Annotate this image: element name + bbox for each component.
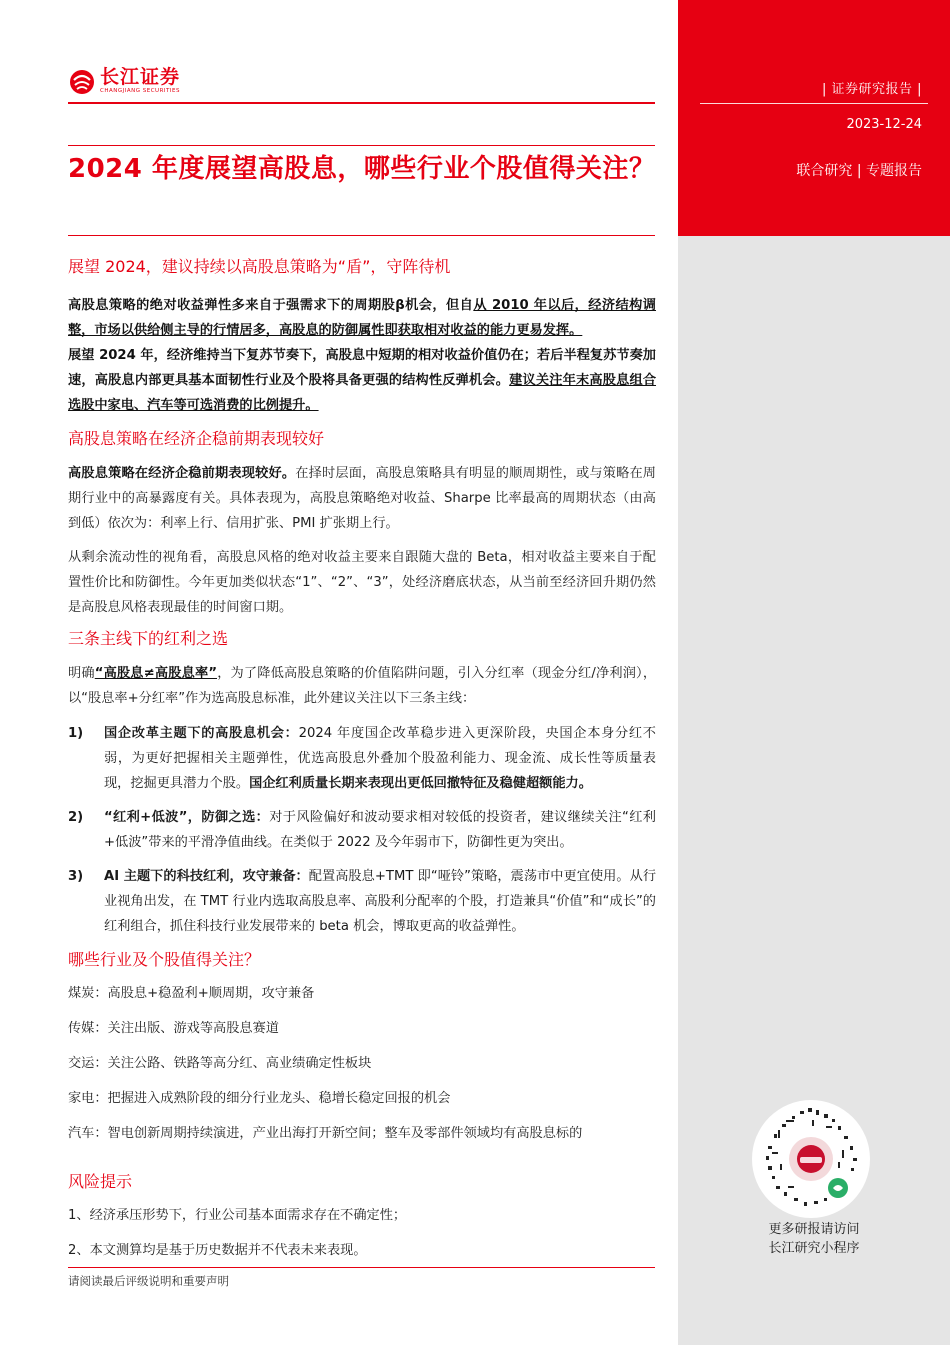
- list-item: 1) 国企改革主题下的高股息机会：2024 年度国企改革稳步进入更深阶段，央国企本身分红不弱，为更好把握相关主题弹性，优选高股息外叠加个股盈利能力、现金流、成长性等质量表现，挖掘更具潜力个股。国企红利质量长期来表现出更低回撤特征及稳健超额能力。: [68, 726, 656, 791]
- section-heading: 风险提示: [68, 1172, 133, 1191]
- report-type: 联合研究 | 专题报告: [796, 163, 922, 179]
- section-heading: 哪些行业及个股值得关注？: [68, 950, 261, 969]
- paragraph: 高股息策略的绝对收益弹性多来自于强需求下的周期股β机会，但自从 2010 年以后，经济结构调整，市场以供给侧主导的行情居多，高股息的防御属性即获取相对收益的能力更易发挥。: [68, 298, 656, 338]
- section-heading: 三条主线下的红利之选: [68, 629, 229, 648]
- logo-icon: [68, 66, 96, 96]
- report-category-tag: | 证券研究报告 |: [821, 82, 922, 97]
- title-bottom-rule: [68, 235, 655, 236]
- report-body: [68, 256, 656, 1261]
- section-heading: 展望 2024，建议持续以高股息策略为“盾”，守阵待机: [68, 257, 451, 276]
- footer-rule: [68, 1267, 655, 1268]
- right-sidebar: [678, 0, 950, 1345]
- qr-caption: 更多研报请访问 长江研究小程序: [768, 1222, 860, 1256]
- report-info-panel: [678, 0, 950, 236]
- industry-item: 煤炭：高股息+稳盈利+顺周期，攻守兼备: [68, 986, 315, 1001]
- list-item: 2) “红利+低波”，防御之选：对于风险偏好和波动要求相对较低的投资者，建议继续关注“红利+低波”带来的平滑净值曲线。在类似于 2022 及今年弱市下，防御性更为突出。: [68, 810, 656, 850]
- industry-item: 传媒：关注出版、游戏等高股息赛道: [68, 1021, 279, 1036]
- footer-disclaimer[interactable]: 请阅读最后评级说明和重要声明: [68, 1274, 229, 1288]
- risk-item: 1、经济承压形势下，行业公司基本面需求存在不确定性；: [68, 1208, 407, 1223]
- divider: [700, 103, 928, 104]
- industry-item: 交运：关注公路、铁路等高分红、高业绩确定性板块: [68, 1056, 372, 1071]
- risk-item: 2、本文测算均是基于历史数据并不代表未来表现。: [68, 1243, 367, 1258]
- paragraph: 明确“高股息≠高股息率”，为了降低高股息策略的价值陷阱问题，引入分红率（现金分红/净利润），以“股息率+分红率”作为选高股息标准，此外建议关注以下三条主线：: [68, 666, 657, 706]
- logo-text-cn: 长江证券: [100, 66, 181, 88]
- list-item: 3) AI 主题下的科技红利，攻守兼备：配置高股息+TMT 即“哑铃”策略，震荡市中更宜使用。从行业视角出发，在 TMT 行业内选取高股息率、高股利分配率的个股，打造兼具“价值”和“成长”的红利组合，抓住科技行业发展带来的 beta 机会，博取更高的收益弹性。: [68, 869, 657, 934]
- qr-code-icon[interactable]: [752, 1100, 870, 1218]
- industry-item: 家电：把握进入成熟阶段的细分行业龙头、稳增长稳定回报的机会: [68, 1091, 451, 1106]
- paragraph: 从剩余流动性的视角看，高股息风格的绝对收益主要来自跟随大盘的 Beta，相对收益主要来自于配置性价比和防御性。今年更加类似状态“1”、“2”、“3”，处经济磨底状态，从当前至经济回升期仍然是高股息风格表现最佳的时间窗口期。: [68, 550, 656, 615]
- section-heading: 高股息策略在经济企稳前期表现较好: [68, 429, 325, 448]
- title-top-rule: [68, 145, 655, 146]
- company-logo: [68, 66, 180, 96]
- logo-text-en: CHANGJIANG SECURITIES: [100, 88, 180, 94]
- header-rule: [68, 102, 655, 104]
- industry-item: 汽车：智电创新周期持续演进，产业出海打开新空间；整车及零部件领域均有高股息标的: [68, 1126, 583, 1141]
- paragraph: 展望 2024 年，经济维持当下复苏节奏下，高股息中短期的相对收益价值仍在；若后半程复苏节奏加速，高股息内部更具基本面韧性行业及个股将具备更强的结构性反弹机会。建议关注年末高股息组合选股中家电、汽车等可选消费的比例提升。: [68, 348, 657, 413]
- page-title: 2024 年度展望高股息，哪些行业个股值得关注？: [68, 154, 656, 184]
- report-date: 2023-12-24: [846, 117, 922, 132]
- paragraph: 高股息策略在经济企稳前期表现较好。在择时层面，高股息策略具有明显的顺周期性，或与策略在周期行业中的高暴露度有关。具体表现为，高股息策略绝对收益、Sharpe 比率最高的周期状态（由高到低）依次为：利率上行、信用扩张、PMI 扩张期上行。: [68, 466, 656, 531]
